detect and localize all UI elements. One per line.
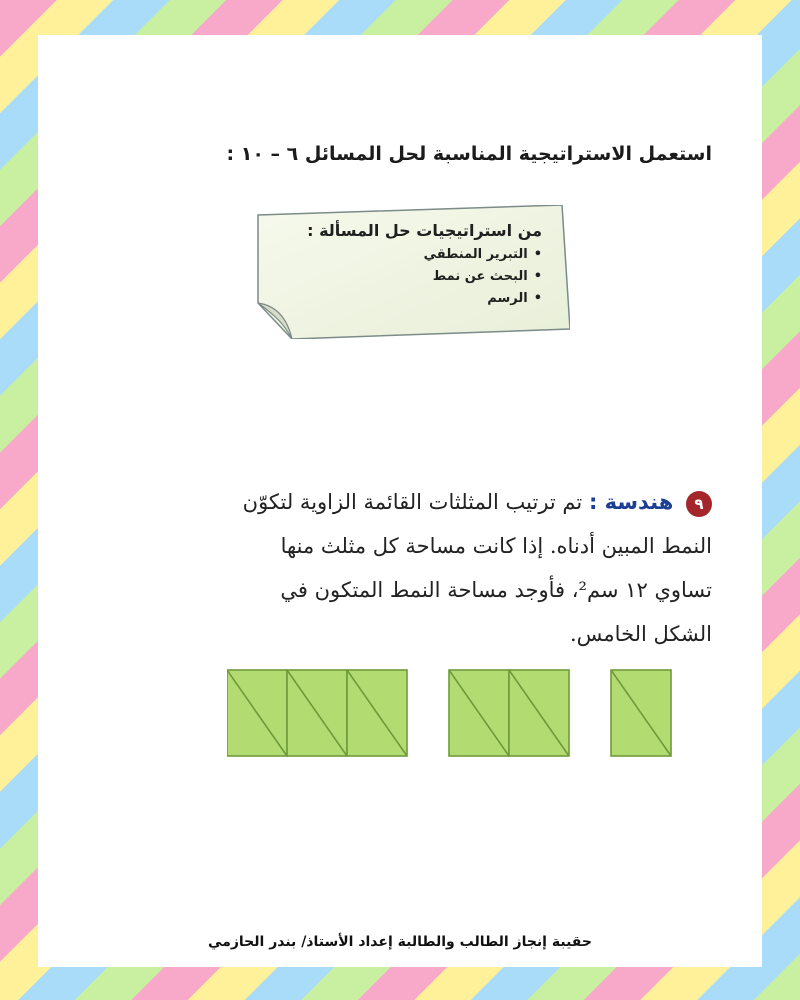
strategy-item: [307, 266, 542, 288]
strategy-item: [307, 244, 542, 266]
strategy-label: الرسم: [487, 291, 528, 306]
figure-one-square: [611, 670, 671, 756]
problem-label: هندسة :: [588, 490, 674, 514]
strategy-label: البحث عن نمط: [432, 269, 528, 284]
problem-9: [242, 480, 712, 656]
bullet-icon: •: [533, 269, 542, 284]
strategies-content: [307, 221, 542, 310]
strategies-title: من استراتيجيات حل المسألة :: [307, 221, 542, 240]
triangle-pattern-figures: [227, 668, 677, 760]
bullet-icon: •: [533, 247, 542, 262]
strategies-list: [307, 244, 542, 310]
instruction-text: استعمل الاستراتيجية المناسبة لحل المسائل ٦ – ١٠ :: [226, 143, 712, 165]
strategy-label: التبرير المنطقي: [423, 247, 528, 262]
figure-two-squares: [449, 670, 569, 756]
strategies-note: [248, 205, 570, 339]
footer-credit: حقيبة إنجاز الطالب والطالبة إعداد الأستاذ/ بندر الحازمي: [208, 934, 592, 950]
strategy-item: [307, 288, 542, 310]
bullet-icon: •: [533, 291, 542, 306]
problem-text: تم ترتيب المثلثات القائمة الزاوية لتكوّن النمط المبين أدناه. إذا كانت مساحة كل مثلث منها تساوي ١٢ سم²، فأوجد مساحة النمط المتكون في الشكل الخامس.: [242, 490, 712, 646]
problem-number-badge: ٩: [686, 491, 712, 517]
figure-three-squares: [227, 670, 407, 756]
